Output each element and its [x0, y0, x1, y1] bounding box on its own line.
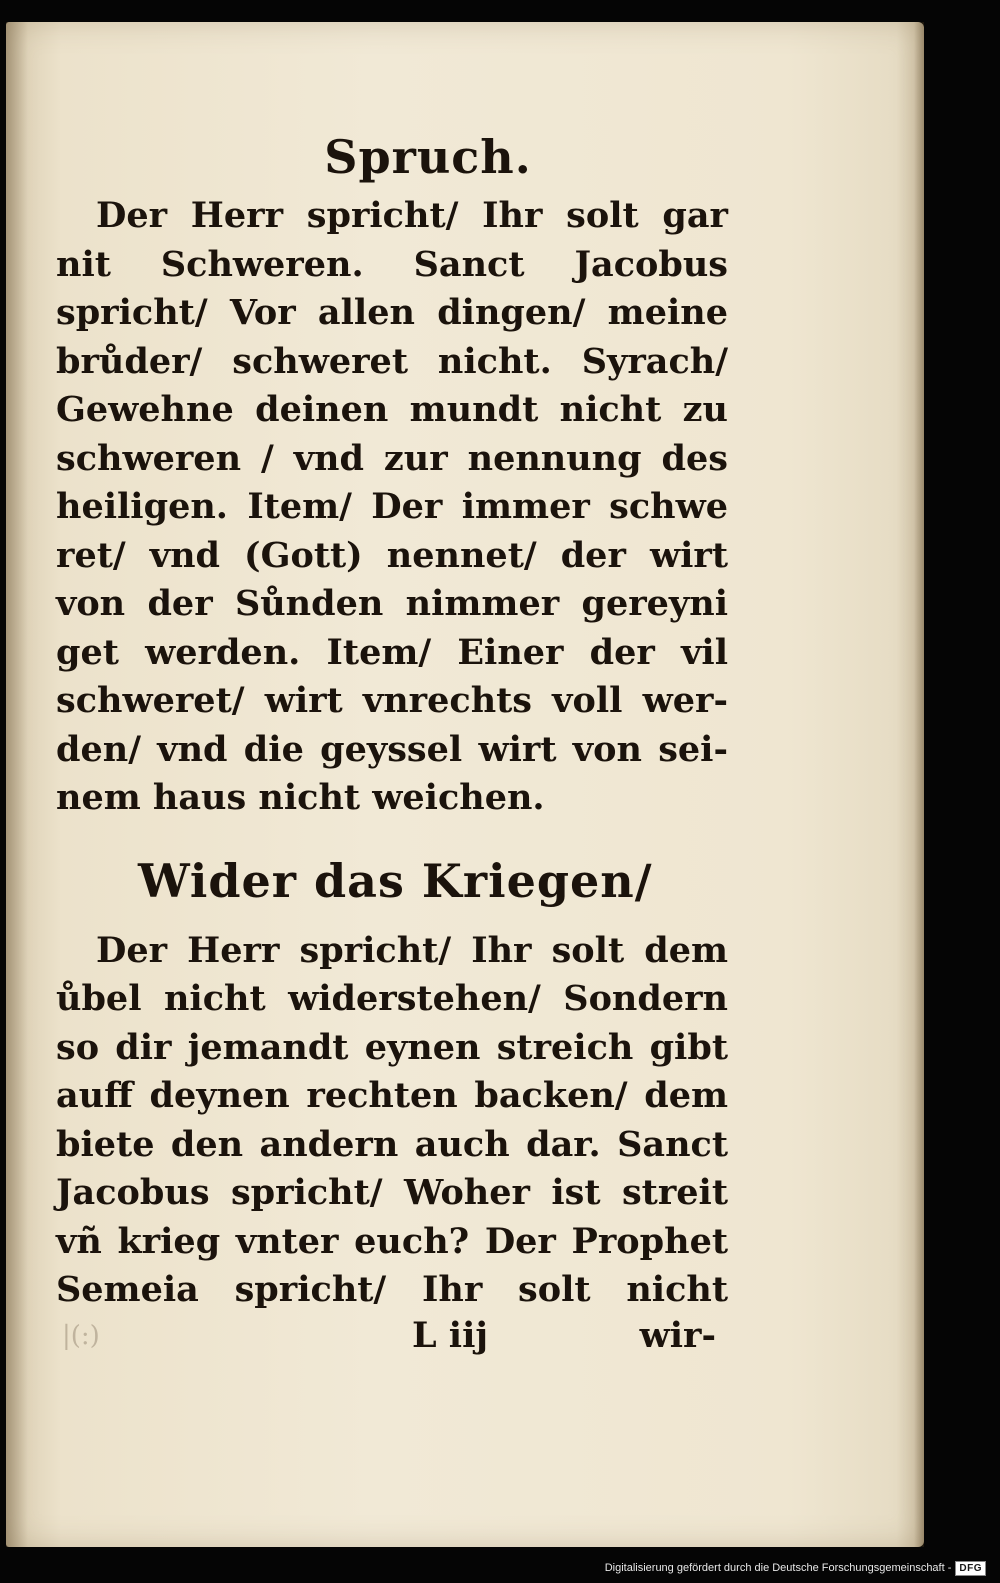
text-line: ůbel nicht widerstehen/ Sondern — [56, 978, 728, 1019]
text-line: heiligen. Item/ Der immer schwe — [56, 486, 728, 527]
page-footer-line — [62, 1315, 722, 1367]
text-line: ret/ vnd (Gott) nennet/ der wirt — [56, 534, 728, 576]
credit-text: Digitalisierung gefördert durch die Deutsche Forschungsgemeinschaft - — [604, 1562, 952, 1574]
heading-wider-das-kriegen: Wider das Kriegen/ — [138, 853, 653, 908]
text-line: vñ krieg vnter euch? Der Prophet — [56, 1220, 728, 1262]
text-line: schweret/ wirt vnrechts voll wer- — [56, 680, 728, 721]
text-line: nem haus nicht weichen. — [56, 777, 545, 818]
text-line: get werden. Item/ Einer der vil — [56, 631, 728, 673]
heading-spruch: Spruch. — [324, 130, 532, 184]
paragraph-war — [38, 927, 728, 1315]
book-page — [6, 22, 924, 1547]
show-through-mark: |(:) — [62, 1321, 100, 1351]
paragraph-swearing — [38, 192, 728, 823]
text-line: Jacobus spricht/ Woher ist streit — [56, 1172, 728, 1213]
text-line: nit Schweren. Sanct Jacobus — [56, 243, 728, 285]
text-line: den/ vnd die geyssel wirt von sei- — [56, 728, 728, 770]
text-line: auff deynen rechten backen/ dem — [56, 1075, 728, 1116]
page-gutter-shadow — [6, 22, 28, 1547]
text-line: brůder/ schweret nicht. Syrach/ — [56, 340, 728, 382]
text-line: Der Herr spricht/ Ihr solt gar — [96, 195, 728, 236]
page-edge-shadow — [914, 22, 924, 1547]
text-line: von der Sůnden nimmer gereyni — [56, 583, 728, 624]
catchword: wir- — [639, 1315, 716, 1356]
signature-mark: L iij — [412, 1315, 489, 1356]
text-line: schweren / vnd zur nennung des — [56, 437, 728, 479]
page-text-block — [38, 122, 728, 1315]
text-line: Semeia spricht/ Ihr solt nicht — [56, 1269, 728, 1310]
dfg-logo: DFG — [955, 1561, 986, 1576]
text-line: Gewehne deinen mundt nicht zu — [56, 389, 728, 430]
text-line: Der Herr spricht/ Ihr solt dem — [96, 929, 728, 971]
text-line: so dir jemandt eynen streich gibt — [56, 1026, 728, 1068]
digitization-credit — [605, 1557, 986, 1579]
text-line: spricht/ Vor allen dingen/ meine — [56, 292, 728, 333]
text-line: biete den andern auch dar. Sanct — [56, 1123, 728, 1165]
